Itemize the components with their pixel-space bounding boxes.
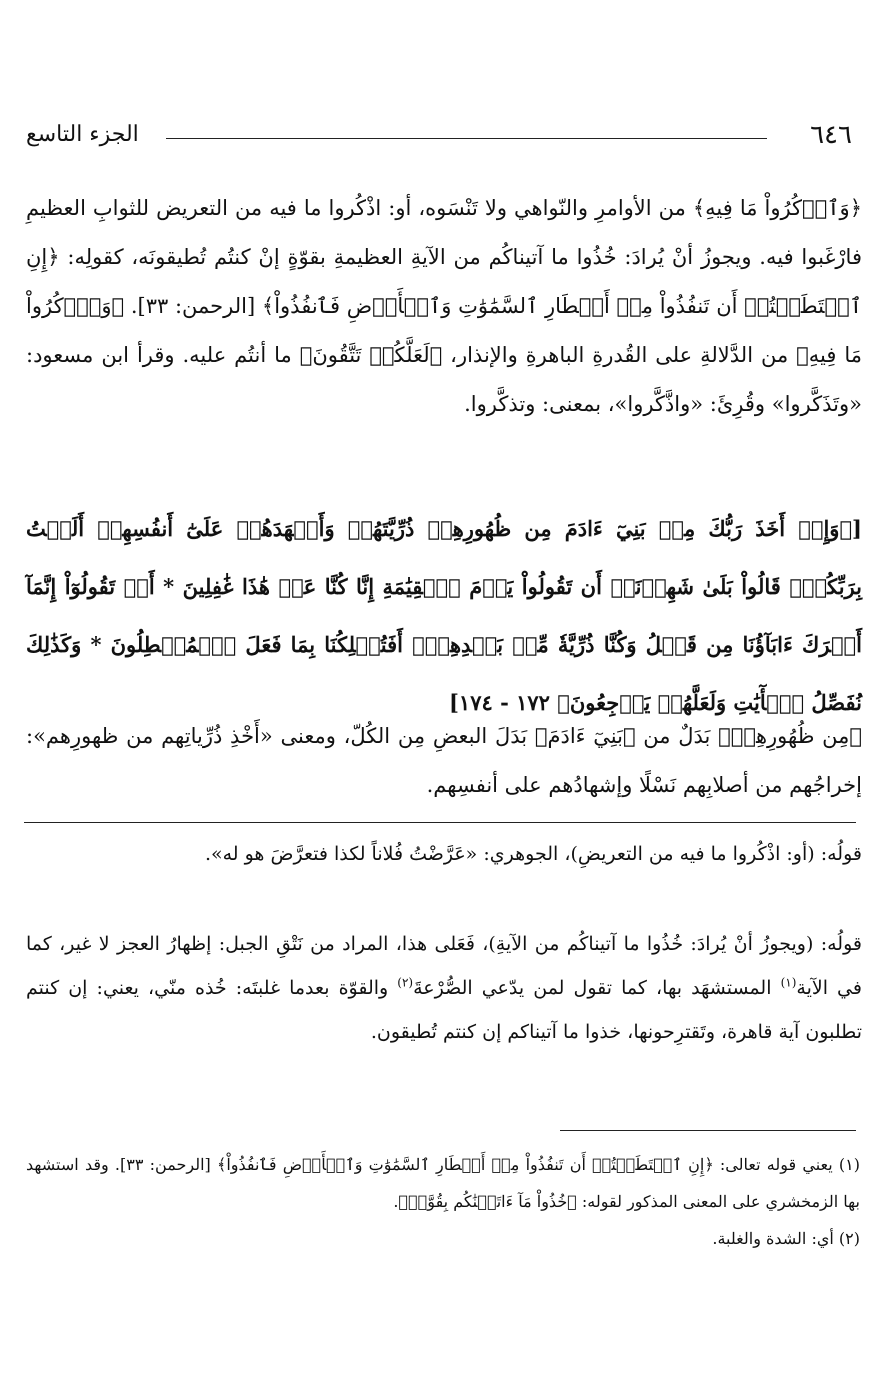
- commentary-text-part: والقوّة بعدما غلبتَه: خُذه منّي، يعني: إن كنتم تطلبون آية قاهرة، وتَقترِحونها، خذوا ما آتيناكم إن كنتم تُطيقون.: [26, 977, 862, 1043]
- footnote-1: (١) يعني قوله تعالى: ﴿إِنِ ٱسۡتَطَعۡتُمۡ أَن تَنفُذُواْ مِنۡ أَقۡطَارِ ٱلسَّمَٰوَٰتِ وَٱلۡأَرۡضِ فَٱنفُذُواْ﴾ [الرحمن: ٣٣]. وقد استشهد بها الزمخشري على المعنى المذكور لقوله: ﴿خُذُواْ مَآ ءَاتَيۡنَٰكُم بِقُوَّةٖ﴾.: [26, 1155, 860, 1211]
- footnote-divider: [560, 1130, 856, 1131]
- footnote-2: (٢) أي: الشدة والغلبة.: [712, 1229, 860, 1248]
- footnote-ref-1[interactable]: (١): [780, 975, 797, 990]
- commentary-text: قولُه: (أو: اذْكُروا ما فيه من التعريضِ)، الجوهري: «عَرَّضْتُ فُلاناً لكذا فتعرَّضَ هو له».: [204, 843, 862, 865]
- tafsir-paragraph-1: [26, 184, 862, 429]
- tafsir-text: ﴿وَٱذۡكُرُواْ مَا فِيهِ﴾ من الأوامرِ والنّواهي ولا تَنْسَوه، أو: اذْكُروا ما فيه من التعريض للثوابِ العظيمِ فارْغَبوا فيه. ويجوزُ أنْ يُرادَ: خُذُوا ما آتيناكُم من الآيةِ العظيمةِ بقوّةٍ إنْ كنتُم تُطيقونَه، كقولِه: ﴿إِنِ ٱسۡتَطَعۡتُمۡ أَن تَنفُذُواْ مِنۡ أَقۡطَارِ ٱلسَّمَٰوَٰتِ وَٱلۡأَرۡضِ فَٱنفُذُواْ﴾ [الرحمن: ٣٣]. ﴿وَٱذۡكُرُواْ مَا فِيهِ﴾ من الدَّلالةِ على القُدرةِ الباهرةِ والإنذار، ﴿لَعَلَّكُمۡ تَتَّقُونَ﴾ ما أنتُم عليه. وقرأ ابن مسعود: «وتَذَكَّروا» وقُرِئَ: «واذَّكَّروا»، بمعنى: وتذكَّروا.: [26, 196, 863, 416]
- quran-verses: [﴿وَإِذۡ أَخَذَ رَبُّكَ مِنۢ بَنِيٓ ءَادَمَ مِن ظُهُورِهِمۡ ذُرِّيَّتَهُمۡ وَأَشۡهَدَهُمۡ عَلَىٰٓ أَنفُسِهِمۡ أَلَسۡتُ بِرَبِّكُمۡۖ قَالُواْ بَلَىٰ شَهِدۡنَآۚ أَن تَقُولُواْ يَوۡمَ ٱلۡقِيَٰمَةِ إِنَّا كُنَّا عَنۡ هَٰذَا غَٰفِلِينَ * أَوۡ تَقُولُوٓاْ إِنَّمَآ أَشۡرَكَ ءَابَآؤُنَا مِن قَبۡلُ وَكُنَّا ذُرِّيَّةٗ مِّنۢ بَعۡدِهِمۡۖ أَفَتُهۡلِكُنَا بِمَا فَعَلَ ٱلۡمُبۡطِلُونَ * وَكَذَٰلِكَ نُفَصِّلُ ٱلۡأٓيَٰتِ وَلَعَلَّهُمۡ يَرۡجِعُونَ﴾ ١٧٢ - ١٧٤]: [26, 516, 862, 715]
- commentary-divider: [24, 822, 856, 823]
- running-title: الجزء التاسع: [26, 122, 139, 147]
- tafsir-paragraph-2: [26, 712, 862, 810]
- commentary-text-part: المستشهَد بها، كما تقول لمن يدّعي الصُّرْعةَ: [413, 977, 781, 999]
- commentary-2: [26, 922, 862, 1054]
- quran-verse-block: [26, 500, 862, 732]
- page-number: ٦٤٦: [810, 120, 852, 150]
- header-rule: [166, 138, 767, 139]
- footnote-ref-2[interactable]: (٢): [397, 975, 414, 990]
- commentary-1: [26, 832, 862, 876]
- tafsir-text: ﴿مِن ظُهُورِهِمۡ﴾ بَدَلٌ من ﴿بَنِيٓ ءَادَمَ﴾ بَدَلَ البعضِ مِن الكُلّ، ومعنى «أَخْذِ ذُرِّياتِهم من ظهورِهم»: إخراجُهم من أصلابِهم نَسْلًا وإشهادُهم على أنفسِهم.: [26, 724, 862, 797]
- footnotes: [26, 1146, 860, 1257]
- commentary-text-part: قولُه: (ويجوزُ أنْ يُرادَ: خُذُوا ما آتيناكُم من الآيةِ)، فَعَلى هذا، المراد من نَتْقِ الجبل: إظهارُ العجز لا غير، كما في الآية: [26, 933, 862, 999]
- page-header: [26, 120, 852, 160]
- commentary-text: [26, 922, 862, 1054]
